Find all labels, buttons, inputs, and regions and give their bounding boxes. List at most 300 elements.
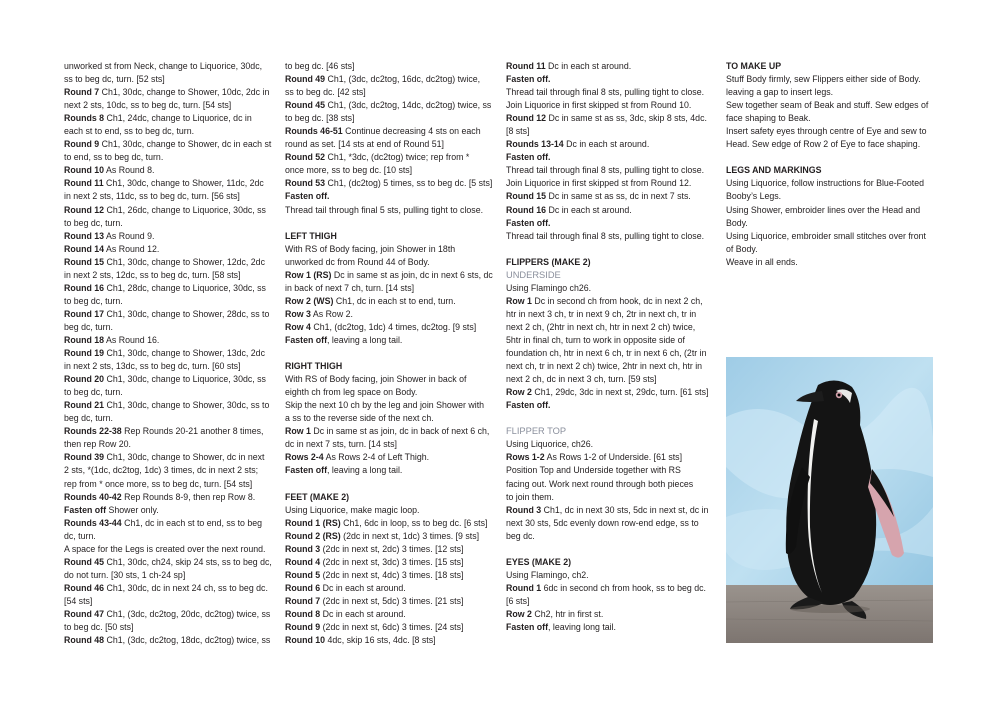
pattern-line xyxy=(506,334,718,347)
instruction-text: round as set. [14 sts at end of Round 51] xyxy=(285,139,444,150)
section-heading: TO MAKE UP xyxy=(726,61,782,71)
pattern-line xyxy=(285,73,497,86)
instruction-text: (2dc in next st, 1dc) 3 times. [9 sts] xyxy=(340,530,480,541)
instruction-text: Thread tail through final 5 sts, pulling tight to close. xyxy=(285,204,484,215)
instruction-text: (2dc in next st, 2dc) 3 times. [12 sts] xyxy=(320,543,464,554)
pattern-line xyxy=(64,360,276,373)
round-label: Rounds 8 xyxy=(64,113,105,124)
instruction-text: Ch1, dc in each st to end, turn. xyxy=(333,295,456,306)
instruction-text: With RS of Body facing, join Shower in back of xyxy=(285,374,467,385)
pattern-line xyxy=(285,569,497,582)
instruction-text: As Row 2. xyxy=(310,308,353,319)
instruction-text: Using Flamingo ch26. xyxy=(506,282,592,293)
instruction-text: Head. Sew edge of Row 2 of Eye to face shaping. xyxy=(726,139,921,150)
round-label: Round 1 xyxy=(506,582,542,593)
instruction-text: (2dc in next st, 5dc) 3 times. [21 sts] xyxy=(320,595,464,606)
round-label: Round 9 xyxy=(64,139,100,150)
pattern-line xyxy=(506,99,718,112)
round-label: Round 16 xyxy=(506,204,547,215)
instruction-text: Dc in same st as ss, 3dc, skip 8 sts, 4dc. xyxy=(546,113,707,124)
round-label: Fasten off xyxy=(64,504,107,515)
instruction-text: Ch1, *3dc, (dc2tog) twice; rep from * xyxy=(325,152,470,163)
instruction-text: As Rows 2-4 of Left Thigh. xyxy=(323,452,430,463)
pattern-line xyxy=(506,504,718,517)
round-label: Rows 2-4 xyxy=(285,452,324,463)
pattern-line xyxy=(726,217,936,230)
round-label: Round 16 xyxy=(64,282,105,293)
instruction-text: Ch1, 28dc, change to Liquorice, 30dc, ss xyxy=(104,282,266,293)
instruction-text: beg dc. xyxy=(506,530,535,541)
pattern-line xyxy=(285,99,497,112)
round-label: Fasten off. xyxy=(506,400,551,411)
pattern-line xyxy=(64,217,276,230)
instruction-text: Ch1, 30dc, change to Shower, 11dc, 2dc xyxy=(103,178,264,189)
instruction-text: unworked dc from Round 44 of Body. xyxy=(285,256,430,267)
pattern-line xyxy=(726,112,936,125)
instruction-text: [8 sts] xyxy=(506,126,530,137)
pattern-line xyxy=(726,204,936,217)
instruction-text: Dc in each st around. xyxy=(320,582,406,593)
pattern-line xyxy=(64,530,276,543)
instruction-text: to beg dc, turn. xyxy=(64,217,123,228)
pattern-line xyxy=(285,295,497,308)
pattern-line xyxy=(64,451,276,464)
round-label: Round 52 xyxy=(285,152,326,163)
round-label: Round 3 xyxy=(285,543,321,554)
instruction-text: Ch1, (3dc, dc2tog, 18dc, dc2tog) twice, ss xyxy=(104,635,271,646)
round-label: Round 5 xyxy=(285,569,321,580)
pattern-line xyxy=(285,190,497,203)
pattern-line xyxy=(506,230,718,243)
instruction-text: rep from * once more, ss to beg dc, turn. [54 sts] xyxy=(64,478,253,489)
pattern-line xyxy=(64,621,276,634)
instruction-text: Using Flamingo, ch2. xyxy=(506,569,589,580)
pattern-line xyxy=(726,177,936,190)
pattern-line xyxy=(726,73,936,86)
instruction-text: Rep Rounds 20-21 another 8 times, xyxy=(121,426,264,437)
round-label: Rounds 22-38 xyxy=(64,426,122,437)
pattern-line xyxy=(506,347,718,360)
instruction-text: each st to end, ss to beg dc, turn. xyxy=(64,126,195,137)
instruction-text: Thread tail through final 8 sts, pulling tight to close. xyxy=(506,165,705,176)
pattern-line xyxy=(285,556,497,569)
pattern-line xyxy=(64,308,276,321)
instruction-text: 4dc, skip 16 sts, 4dc. [8 sts] xyxy=(325,635,436,646)
pattern-line xyxy=(64,491,276,504)
round-label: Round 53 xyxy=(285,178,326,189)
instruction-text: Using Liquorice, embroider small stitches over front xyxy=(726,230,926,241)
pattern-line xyxy=(285,334,497,347)
spacer xyxy=(506,412,718,425)
round-label: Round 10 xyxy=(285,635,326,646)
instruction-text: facing out. Work next round through both pieces xyxy=(506,478,694,489)
pattern-line xyxy=(64,425,276,438)
pattern-line xyxy=(285,204,497,217)
pattern-line xyxy=(506,164,718,177)
instruction-text: do not turn. [30 sts, 1 ch-24 sp] xyxy=(64,569,186,580)
instruction-text: Join Liquorice in first skipped st from Round 10. xyxy=(506,100,692,111)
instruction-text: ss to beg dc, turn. [52 sts] xyxy=(64,74,165,85)
round-label: Round 3 xyxy=(506,504,542,515)
pattern-line xyxy=(64,204,276,217)
round-label: Round 12 xyxy=(64,204,105,215)
instruction-text: Weave in all ends. xyxy=(726,256,798,267)
pattern-line xyxy=(506,60,718,73)
instruction-text: Using Liquorice, ch26. xyxy=(506,439,594,450)
round-label: Round 2 (RS) xyxy=(285,530,341,541)
instruction-text: 2 sts, *(1dc, dc2tog, 1dc) 3 times, dc in next 2 sts; xyxy=(64,465,259,476)
pattern-line xyxy=(64,582,276,595)
instruction-text: to end, ss to beg dc, turn. xyxy=(64,152,164,163)
pattern-line xyxy=(726,99,936,112)
pattern-line xyxy=(285,530,497,543)
pattern-line xyxy=(726,243,936,256)
pattern-line xyxy=(64,386,276,399)
instruction-text: Continue decreasing 4 sts on each xyxy=(342,126,481,137)
pattern-line xyxy=(506,530,718,543)
round-label: Round 19 xyxy=(64,348,105,359)
section-heading: LEGS AND MARKINGS xyxy=(726,165,822,176)
instruction-text: Ch1, 24dc, change to Liquorice, dc in xyxy=(104,113,252,124)
round-label: Fasten off xyxy=(506,622,549,633)
instruction-text: eighth ch from leg space on Body. xyxy=(285,387,418,398)
round-label: Round 4 xyxy=(285,556,321,567)
round-label: Fasten off xyxy=(285,334,328,345)
pattern-line xyxy=(285,543,497,556)
round-label: Round 21 xyxy=(64,400,105,411)
pattern-line xyxy=(285,608,497,621)
pattern-line xyxy=(506,517,718,530)
pattern-line xyxy=(506,125,718,138)
instruction-text: Ch1, 30dc, change to Shower, 28dc, ss to xyxy=(104,308,270,319)
instruction-text: (2dc in next st, 6dc) 3 times. [24 sts] xyxy=(320,622,464,633)
round-label: Round 46 xyxy=(64,582,105,593)
round-label: Round 15 xyxy=(506,191,547,202)
pattern-line xyxy=(64,256,276,269)
instruction-text: Using Liquorice, make magic loop. xyxy=(285,504,420,515)
round-label: Rows 1-2 xyxy=(506,452,545,463)
pattern-line xyxy=(64,412,276,425)
pattern-line xyxy=(285,112,497,125)
instruction-text: As Round 12. xyxy=(104,243,160,254)
instruction-text: With RS of Body facing, join Shower in 18th xyxy=(285,243,456,254)
pattern-line xyxy=(285,321,497,334)
instruction-text: Ch1, 30dc, change to Shower, 10dc, 2dc in xyxy=(99,87,270,98)
instruction-text: Dc in same st as join, dc in back of next 6 ch, xyxy=(310,426,490,437)
round-label: Row 4 xyxy=(285,321,311,332)
instruction-text: Ch2, htr in first st. xyxy=(531,608,604,619)
instruction-text: next 2 ch, (2htr in next ch, htr in next 2 ch) twice, xyxy=(506,321,696,332)
round-label: Fasten off. xyxy=(506,152,551,163)
pattern-line xyxy=(285,60,497,73)
instruction-text: Dc in each st around. xyxy=(320,608,406,619)
round-label: Round 48 xyxy=(64,635,105,646)
pattern-line xyxy=(64,399,276,412)
instruction-text: in back of next 7 ch, turn. [14 sts] xyxy=(285,282,415,293)
round-label: Round 12 xyxy=(506,113,547,124)
instruction-text: , leaving a long tail. xyxy=(327,465,403,476)
pattern-line xyxy=(506,190,718,203)
round-label: Round 13 xyxy=(64,230,105,241)
instruction-text: [54 sts] xyxy=(64,595,93,606)
round-label: Round 1 (RS) xyxy=(285,517,341,528)
pattern-line xyxy=(64,282,276,295)
round-label: Round 15 xyxy=(64,256,105,267)
round-label: Row 1 xyxy=(506,295,532,306)
instruction-text: Ch1, (3dc, dc2tog, 20dc, dc2tog) twice, ss xyxy=(104,608,271,619)
instruction-text: htr in next 3 ch, tr in next 9 ch, 2tr in next ch, tr in xyxy=(506,308,697,319)
column-1 xyxy=(64,60,276,647)
sub-heading: UNDERSIDE xyxy=(506,269,561,280)
pattern-line xyxy=(506,451,718,464)
instruction-text: dc, turn. xyxy=(64,530,96,541)
pattern-line xyxy=(726,138,936,151)
instruction-text: to beg dc. [46 sts] xyxy=(285,61,355,71)
pattern-line xyxy=(64,230,276,243)
pattern-line xyxy=(64,569,276,582)
instruction-text: in next 2 sts, 13dc, ss to beg dc, turn. [60 sts] xyxy=(64,361,241,372)
instruction-text: Ch1, 6dc in loop, ss to beg dc. [6 sts] xyxy=(340,517,488,528)
round-label: Row 2 (WS) xyxy=(285,295,334,306)
instruction-text: Rep Rounds 8-9, then rep Row 8. xyxy=(121,491,256,502)
instruction-text: then rep Row 20. xyxy=(64,439,131,450)
pattern-line xyxy=(506,478,718,491)
round-label: Round 10 xyxy=(64,165,105,176)
pattern-line xyxy=(506,217,718,230)
pattern-line xyxy=(64,73,276,86)
round-label: Fasten off. xyxy=(285,191,330,202)
pattern-line xyxy=(64,138,276,151)
pattern-line xyxy=(506,464,718,477)
pattern-line xyxy=(64,595,276,608)
instruction-text: to beg dc. [38 sts] xyxy=(285,113,355,124)
pattern-line xyxy=(285,151,497,164)
column-4 xyxy=(726,60,936,269)
section-heading: RIGHT THIGH xyxy=(285,361,343,372)
instruction-text: dc in next 7 sts, turn. [14 sts] xyxy=(285,439,397,450)
pattern-line xyxy=(506,399,718,412)
pattern-line xyxy=(64,269,276,282)
round-label: Rounds 46-51 xyxy=(285,126,343,137)
instruction-text: Ch1, 30dc, change to Shower, 12dc, 2dc xyxy=(104,256,265,267)
pattern-line xyxy=(506,138,718,151)
instruction-text: Dc in each st around. xyxy=(563,139,650,150)
instruction-text: A space for the Legs is created over the next round. xyxy=(64,543,266,554)
round-label: Fasten off. xyxy=(506,74,551,85)
round-label: Rounds 43-44 xyxy=(64,517,122,528)
instruction-text: Booby’s Legs. xyxy=(726,191,782,202)
instruction-text: Ch1, 30dc, change to Liquorice, 30dc, ss xyxy=(104,374,266,385)
pattern-line xyxy=(64,347,276,360)
pattern-line xyxy=(64,478,276,491)
instruction-text: Skip the next 10 ch by the leg and join Shower with xyxy=(285,400,485,411)
pattern-line xyxy=(506,295,718,308)
instruction-text: , leaving a long tail. xyxy=(327,334,403,345)
instruction-text: As Round 8. xyxy=(104,165,155,176)
instruction-text: As Round 16. xyxy=(104,334,160,345)
instruction-text: leaving a gap to insert legs. xyxy=(726,87,834,98)
pattern-line xyxy=(64,543,276,556)
instruction-text: [6 sts] xyxy=(506,595,530,606)
pattern-line xyxy=(285,517,497,530)
instruction-text: Ch1, 30dc, dc in next 24 ch, ss to beg dc. xyxy=(104,582,268,593)
round-label: Round 18 xyxy=(64,334,105,345)
penguin-photo xyxy=(726,357,933,643)
instruction-text: (2dc in next st, 3dc) 3 times. [15 sts] xyxy=(320,556,464,567)
instruction-text: to join them. xyxy=(506,491,554,502)
section-heading: FLIPPERS (MAKE 2) xyxy=(506,256,591,267)
pattern-line xyxy=(285,425,497,438)
instruction-text: in next 2 sts, 12dc, ss to beg dc, turn. [58 sts] xyxy=(64,269,241,280)
pattern-line xyxy=(506,595,718,608)
pattern-line xyxy=(285,308,497,321)
instruction-text: Ch1, dc in each st to end, ss to beg xyxy=(121,517,263,528)
pattern-line xyxy=(285,373,497,386)
round-label: Round 45 xyxy=(285,100,326,111)
pattern-line xyxy=(285,399,497,412)
instruction-text: Dc in each st around. xyxy=(546,204,632,215)
pattern-line xyxy=(64,438,276,451)
instruction-text: Ch1, 30dc, change to Shower, dc in each st xyxy=(99,139,272,150)
pattern-line xyxy=(506,321,718,334)
pattern-line xyxy=(64,608,276,621)
pattern-line xyxy=(64,464,276,477)
round-label: Round 39 xyxy=(64,452,105,463)
instruction-text: next 30 sts, 5dc evenly down row-end edge, ss to xyxy=(506,517,699,528)
instruction-text: (2dc in next st, 4dc) 3 times. [18 sts] xyxy=(320,569,464,580)
pattern-line xyxy=(64,556,276,569)
instruction-text: Ch1, (3dc, dc2tog, 14dc, dc2tog) twice, ss xyxy=(325,100,492,111)
instruction-text: Ch1, 26dc, change to Liquorice, 30dc, ss xyxy=(104,204,266,215)
round-label: Round 9 xyxy=(285,622,321,633)
pattern-line xyxy=(285,282,497,295)
instruction-text: once more, ss to beg dc. [10 sts] xyxy=(285,165,413,176)
section-heading: FEET (MAKE 2) xyxy=(285,491,350,502)
instruction-text: Using Liquorice, follow instructions for Blue-Footed xyxy=(726,178,925,189)
instruction-text: Stuff Body firmly, sew Flippers either side of Body. xyxy=(726,74,921,85)
instruction-text: ss to beg dc. [42 sts] xyxy=(285,87,366,98)
instruction-text: Ch1, 30dc, change to Shower, dc in next xyxy=(104,452,265,463)
pattern-line xyxy=(285,504,497,517)
sub-heading: FLIPPER TOP xyxy=(506,426,567,437)
pattern-line xyxy=(506,386,718,399)
pattern-line xyxy=(726,190,936,203)
instruction-text: Thread tail through final 8 sts, pulling tight to close. xyxy=(506,87,705,98)
pattern-line xyxy=(64,151,276,164)
instruction-text: Thread tail through final 8 sts, pulling tight to close. xyxy=(506,230,705,241)
instruction-text: Dc in same st as ss, dc in next 7 sts. xyxy=(546,191,691,202)
instruction-text: beg dc, turn. xyxy=(64,413,113,424)
instruction-text: Ch1, 30dc, change to Shower, 13dc, 2dc xyxy=(104,348,265,359)
pattern-line xyxy=(506,582,718,595)
pattern-line xyxy=(726,256,936,269)
pattern-line xyxy=(64,634,276,647)
round-label: Rounds 40-42 xyxy=(64,491,122,502)
pattern-line xyxy=(285,177,497,190)
round-label: Round 11 xyxy=(64,178,104,189)
pattern-line xyxy=(285,438,497,451)
pattern-line xyxy=(506,373,718,386)
instruction-text: Ch1, (dc2tog, 1dc) 4 times, dc2tog. [9 sts] xyxy=(310,321,477,332)
instruction-text: to beg dc. [50 sts] xyxy=(64,622,134,633)
pattern-line xyxy=(285,243,497,256)
pattern-line xyxy=(285,451,497,464)
pattern-line xyxy=(64,295,276,308)
pattern-line xyxy=(64,504,276,517)
instruction-text: Ch1, 30dc, ch24, skip 24 sts, ss to beg dc, xyxy=(104,556,272,567)
pattern-line xyxy=(506,86,718,99)
instruction-text: Position Top and Underside together with RS xyxy=(506,465,681,476)
pattern-line xyxy=(506,151,718,164)
pattern-line xyxy=(64,177,276,190)
pattern-line xyxy=(506,308,718,321)
instruction-text: Dc in same st as join, dc in next 6 sts, dc xyxy=(331,269,493,280)
round-label: Row 2 xyxy=(506,608,532,619)
round-label: Round 7 xyxy=(64,87,100,98)
pattern-line xyxy=(285,138,497,151)
pattern-line xyxy=(64,125,276,138)
instruction-text: Sew together seam of Beak and stuff. Sew edges of xyxy=(726,100,929,111)
pattern-line xyxy=(506,112,718,125)
crochet-penguin-photo-icon xyxy=(726,357,933,643)
instruction-text: As Round 9. xyxy=(104,230,155,241)
instruction-text: beg dc, turn. xyxy=(64,321,113,332)
instruction-text: face shaping to Beak. xyxy=(726,113,811,124)
pattern-line xyxy=(506,282,718,295)
column-2 xyxy=(285,60,497,647)
section-heading: LEFT THIGH xyxy=(285,230,337,241)
pattern-line xyxy=(64,99,276,112)
instruction-text: to beg dc, turn. xyxy=(64,295,123,306)
round-label: Round 8 xyxy=(285,608,321,619)
round-label: Round 11 xyxy=(506,61,546,71)
instruction-text: Body. xyxy=(726,217,748,228)
pattern-line xyxy=(285,621,497,634)
round-label: Round 14 xyxy=(64,243,105,254)
pattern-line xyxy=(506,608,718,621)
pattern-line xyxy=(285,86,497,99)
round-label: Round 6 xyxy=(285,582,321,593)
pattern-line xyxy=(64,60,276,73)
round-label: Fasten off. xyxy=(506,217,551,228)
pattern-line xyxy=(64,190,276,203)
pattern-line xyxy=(506,177,718,190)
instruction-text: next ch, tr in next 2 ch) twice, 2htr in next ch, htr in xyxy=(506,361,703,372)
pattern-line xyxy=(285,164,497,177)
pattern-line xyxy=(285,412,497,425)
instruction-text: in next 2 sts, 11dc, ss to beg dc, turn. [56 sts] xyxy=(64,191,240,202)
pattern-line xyxy=(285,634,497,647)
round-label: Round 49 xyxy=(285,74,326,85)
pattern-line xyxy=(506,360,718,373)
instruction-text: Join Liquorice in first skipped st from Round 12. xyxy=(506,178,692,189)
round-label: Round 47 xyxy=(64,608,105,619)
instruction-text: foundation ch, htr in next 6 ch, tr in next 6 ch, (2tr in xyxy=(506,348,707,359)
instruction-text: Ch1, dc in next 30 sts, 5dc in next st, dc in xyxy=(541,504,709,515)
instruction-text: 6dc in second ch from hook, ss to beg dc. xyxy=(541,582,706,593)
instruction-text: unworked st from Neck, change to Liquorice, 30dc, xyxy=(64,61,263,71)
instruction-text: Shower only. xyxy=(106,504,159,515)
round-label: Round 45 xyxy=(64,556,105,567)
round-label: Round 17 xyxy=(64,308,105,319)
pattern-line xyxy=(285,125,497,138)
pattern-line xyxy=(64,164,276,177)
pattern-line xyxy=(64,517,276,530)
instruction-text: Dc in second ch from hook, dc in next 2 ch, xyxy=(531,295,703,306)
instruction-text: next 2 ch, dc in next 3 ch, turn. [59 sts] xyxy=(506,374,657,385)
pattern-line xyxy=(726,230,936,243)
round-label: Row 1 (RS) xyxy=(285,269,332,280)
